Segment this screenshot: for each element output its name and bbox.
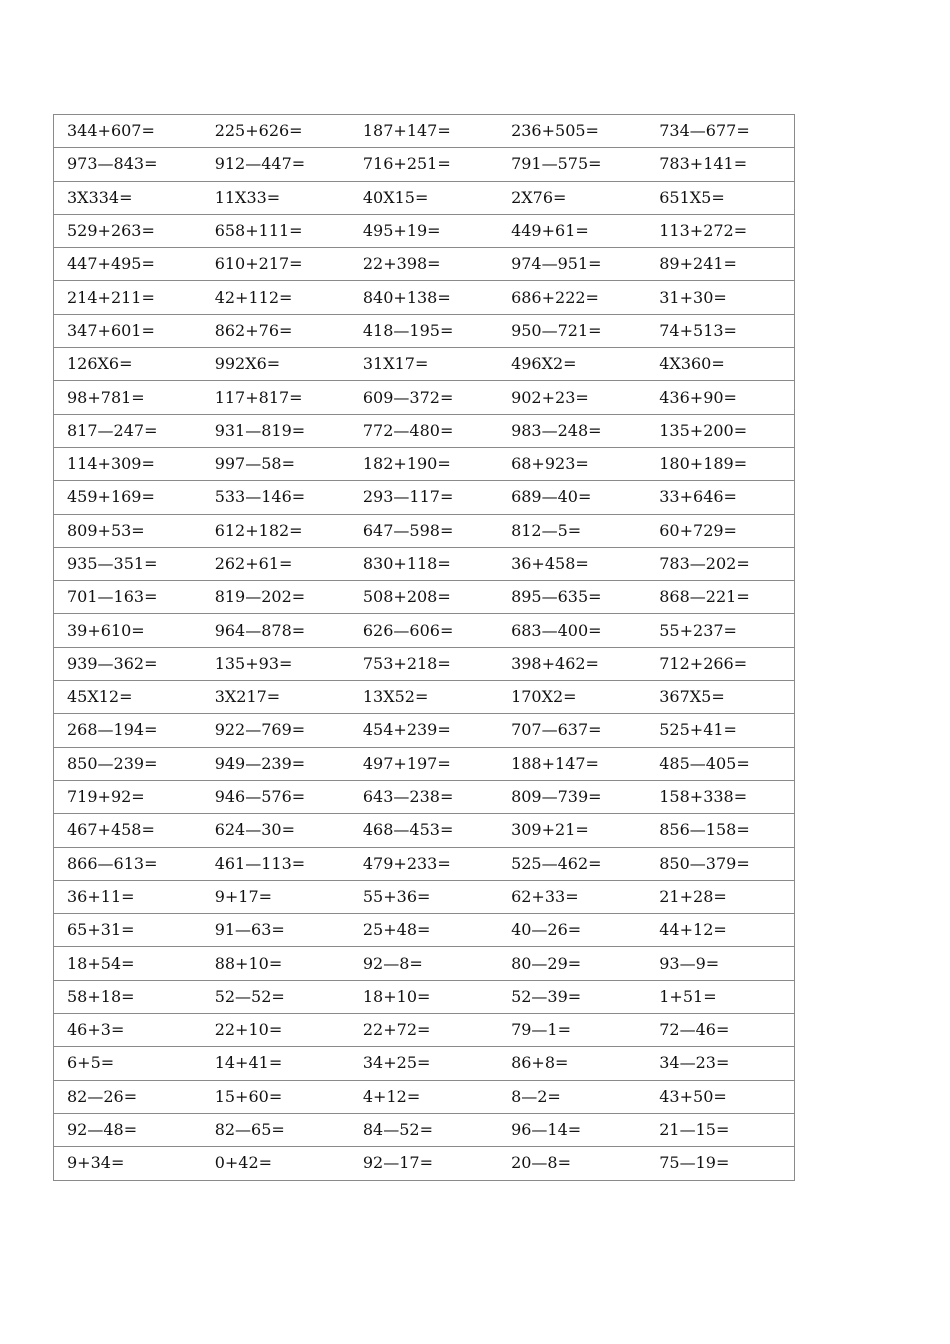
problem-cell: 214+211= <box>54 281 202 314</box>
problem-cell: 783+141= <box>646 148 794 181</box>
problem-cell: 809+53= <box>54 514 202 547</box>
problem-cell: 40—26= <box>498 914 646 947</box>
table-row <box>54 681 795 714</box>
problem-cell: 495+19= <box>350 214 498 247</box>
problem-cell: 4+12= <box>350 1080 498 1113</box>
table-row <box>54 214 795 247</box>
problem-cell: 309+21= <box>498 814 646 847</box>
problem-cell: 647—598= <box>350 514 498 547</box>
problem-cell: 75—19= <box>646 1147 794 1180</box>
problem-cell: 52—52= <box>202 980 350 1013</box>
table-row <box>54 814 795 847</box>
problem-cell: 734—677= <box>646 115 794 148</box>
problem-cell: 753+218= <box>350 647 498 680</box>
problem-cell: 15+60= <box>202 1080 350 1113</box>
problem-cell: 707—637= <box>498 714 646 747</box>
problem-cell: 31X17= <box>350 348 498 381</box>
problem-cell: 716+251= <box>350 148 498 181</box>
problem-cell: 42+112= <box>202 281 350 314</box>
problem-cell: 22+72= <box>350 1014 498 1047</box>
table-row <box>54 914 795 947</box>
problem-cell: 626—606= <box>350 614 498 647</box>
table-row <box>54 947 795 980</box>
problem-cell: 34+25= <box>350 1047 498 1080</box>
problem-cell: 20—8= <box>498 1147 646 1180</box>
problem-cell: 935—351= <box>54 547 202 580</box>
problem-cell: 436+90= <box>646 381 794 414</box>
problem-cell: 92—17= <box>350 1147 498 1180</box>
problem-cell: 862+76= <box>202 314 350 347</box>
problem-cell: 902+23= <box>498 381 646 414</box>
problem-cell: 461—113= <box>202 847 350 880</box>
table-row <box>54 1080 795 1113</box>
problem-cell: 84—52= <box>350 1113 498 1146</box>
problem-cell: 86+8= <box>498 1047 646 1080</box>
problem-cell: 9+17= <box>202 880 350 913</box>
problem-cell: 949—239= <box>202 747 350 780</box>
problem-cell: 651X5= <box>646 181 794 214</box>
problem-cell: 856—158= <box>646 814 794 847</box>
problem-cell: 58+18= <box>54 980 202 1013</box>
problem-cell: 468—453= <box>350 814 498 847</box>
problem-cell: 18+54= <box>54 947 202 980</box>
problem-cell: 65+31= <box>54 914 202 947</box>
problem-cell: 170X2= <box>498 681 646 714</box>
problem-cell: 508+208= <box>350 581 498 614</box>
table-row <box>54 115 795 148</box>
problem-cell: 658+111= <box>202 214 350 247</box>
table-row <box>54 348 795 381</box>
problem-cell: 946—576= <box>202 780 350 813</box>
problem-cell: 182+190= <box>350 447 498 480</box>
table-row <box>54 1147 795 1180</box>
problem-cell: 449+61= <box>498 214 646 247</box>
problem-cell: 609—372= <box>350 381 498 414</box>
table-row <box>54 414 795 447</box>
problem-cell: 997—58= <box>202 447 350 480</box>
problem-cell: 34—23= <box>646 1047 794 1080</box>
arithmetic-worksheet-table <box>53 114 795 1181</box>
problem-cell: 809—739= <box>498 780 646 813</box>
problem-cell: 36+11= <box>54 880 202 913</box>
problem-cell: 612+182= <box>202 514 350 547</box>
problem-cell: 964—878= <box>202 614 350 647</box>
problem-cell: 36+458= <box>498 547 646 580</box>
problem-cell: 55+237= <box>646 614 794 647</box>
problem-cell: 88+10= <box>202 947 350 980</box>
problem-cell: 40X15= <box>350 181 498 214</box>
problem-cell: 21—15= <box>646 1113 794 1146</box>
problem-cell: 719+92= <box>54 780 202 813</box>
problem-cell: 62+33= <box>498 880 646 913</box>
problem-cell: 850—379= <box>646 847 794 880</box>
problem-cell: 293—117= <box>350 481 498 514</box>
problem-cell: 158+338= <box>646 780 794 813</box>
worksheet-body <box>54 115 795 1181</box>
problem-cell: 447+495= <box>54 248 202 281</box>
problem-cell: 92—48= <box>54 1113 202 1146</box>
problem-cell: 850—239= <box>54 747 202 780</box>
problem-cell: 236+505= <box>498 115 646 148</box>
problem-cell: 113+272= <box>646 214 794 247</box>
problem-cell: 180+189= <box>646 447 794 480</box>
problem-cell: 72—46= <box>646 1014 794 1047</box>
problem-cell: 74+513= <box>646 314 794 347</box>
problem-cell: 45X12= <box>54 681 202 714</box>
table-row <box>54 181 795 214</box>
problem-cell: 866—613= <box>54 847 202 880</box>
problem-cell: 830+118= <box>350 547 498 580</box>
problem-cell: 643—238= <box>350 780 498 813</box>
problem-cell: 135+93= <box>202 647 350 680</box>
table-row <box>54 880 795 913</box>
table-row <box>54 248 795 281</box>
table-row <box>54 780 795 813</box>
problem-cell: 701—163= <box>54 581 202 614</box>
table-row <box>54 647 795 680</box>
problem-cell: 117+817= <box>202 381 350 414</box>
problem-cell: 868—221= <box>646 581 794 614</box>
table-row <box>54 148 795 181</box>
problem-cell: 18+10= <box>350 980 498 1013</box>
problem-cell: 479+233= <box>350 847 498 880</box>
table-row <box>54 714 795 747</box>
problem-cell: 1+51= <box>646 980 794 1013</box>
problem-cell: 817—247= <box>54 414 202 447</box>
problem-cell: 712+266= <box>646 647 794 680</box>
problem-cell: 114+309= <box>54 447 202 480</box>
problem-cell: 931—819= <box>202 414 350 447</box>
problem-cell: 624—30= <box>202 814 350 847</box>
problem-cell: 772—480= <box>350 414 498 447</box>
problem-cell: 610+217= <box>202 248 350 281</box>
problem-cell: 950—721= <box>498 314 646 347</box>
problem-cell: 454+239= <box>350 714 498 747</box>
table-row <box>54 381 795 414</box>
problem-cell: 418—195= <box>350 314 498 347</box>
table-row <box>54 481 795 514</box>
problem-cell: 46+3= <box>54 1014 202 1047</box>
problem-cell: 529+263= <box>54 214 202 247</box>
problem-cell: 91—63= <box>202 914 350 947</box>
problem-cell: 683—400= <box>498 614 646 647</box>
problem-cell: 973—843= <box>54 148 202 181</box>
problem-cell: 188+147= <box>498 747 646 780</box>
problem-cell: 467+458= <box>54 814 202 847</box>
problem-cell: 80—29= <box>498 947 646 980</box>
table-row <box>54 614 795 647</box>
problem-cell: 31+30= <box>646 281 794 314</box>
problem-cell: 8—2= <box>498 1080 646 1113</box>
problem-cell: 895—635= <box>498 581 646 614</box>
table-row <box>54 1047 795 1080</box>
problem-cell: 9+34= <box>54 1147 202 1180</box>
problem-cell: 2X76= <box>498 181 646 214</box>
problem-cell: 840+138= <box>350 281 498 314</box>
problem-cell: 974—951= <box>498 248 646 281</box>
problem-cell: 812—5= <box>498 514 646 547</box>
problem-cell: 398+462= <box>498 647 646 680</box>
problem-cell: 525—462= <box>498 847 646 880</box>
problem-cell: 11X33= <box>202 181 350 214</box>
table-row <box>54 547 795 580</box>
problem-cell: 52—39= <box>498 980 646 1013</box>
problem-cell: 922—769= <box>202 714 350 747</box>
problem-cell: 93—9= <box>646 947 794 980</box>
problem-cell: 819—202= <box>202 581 350 614</box>
problem-cell: 983—248= <box>498 414 646 447</box>
problem-cell: 39+610= <box>54 614 202 647</box>
problem-cell: 96—14= <box>498 1113 646 1146</box>
problem-cell: 497+197= <box>350 747 498 780</box>
problem-cell: 3X334= <box>54 181 202 214</box>
problem-cell: 791—575= <box>498 148 646 181</box>
problem-cell: 33+646= <box>646 481 794 514</box>
problem-cell: 686+222= <box>498 281 646 314</box>
problem-cell: 496X2= <box>498 348 646 381</box>
problem-cell: 43+50= <box>646 1080 794 1113</box>
problem-cell: 992X6= <box>202 348 350 381</box>
problem-cell: 89+241= <box>646 248 794 281</box>
problem-cell: 21+28= <box>646 880 794 913</box>
table-row <box>54 847 795 880</box>
problem-cell: 783—202= <box>646 547 794 580</box>
problem-cell: 525+41= <box>646 714 794 747</box>
problem-cell: 689—40= <box>498 481 646 514</box>
table-row <box>54 581 795 614</box>
problem-cell: 485—405= <box>646 747 794 780</box>
table-row <box>54 514 795 547</box>
problem-cell: 225+626= <box>202 115 350 148</box>
problem-cell: 187+147= <box>350 115 498 148</box>
problem-cell: 82—26= <box>54 1080 202 1113</box>
problem-cell: 3X217= <box>202 681 350 714</box>
problem-cell: 939—362= <box>54 647 202 680</box>
problem-cell: 912—447= <box>202 148 350 181</box>
table-row <box>54 747 795 780</box>
problem-cell: 14+41= <box>202 1047 350 1080</box>
problem-cell: 13X52= <box>350 681 498 714</box>
problem-cell: 22+398= <box>350 248 498 281</box>
problem-cell: 459+169= <box>54 481 202 514</box>
problem-cell: 0+42= <box>202 1147 350 1180</box>
problem-cell: 25+48= <box>350 914 498 947</box>
problem-cell: 44+12= <box>646 914 794 947</box>
problem-cell: 92—8= <box>350 947 498 980</box>
problem-cell: 82—65= <box>202 1113 350 1146</box>
problem-cell: 344+607= <box>54 115 202 148</box>
problem-cell: 367X5= <box>646 681 794 714</box>
table-row <box>54 314 795 347</box>
table-row <box>54 1014 795 1047</box>
problem-cell: 79—1= <box>498 1014 646 1047</box>
problem-cell: 135+200= <box>646 414 794 447</box>
problem-cell: 533—146= <box>202 481 350 514</box>
problem-cell: 126X6= <box>54 348 202 381</box>
problem-cell: 347+601= <box>54 314 202 347</box>
problem-cell: 4X360= <box>646 348 794 381</box>
table-row <box>54 1113 795 1146</box>
table-row <box>54 281 795 314</box>
problem-cell: 262+61= <box>202 547 350 580</box>
problem-cell: 6+5= <box>54 1047 202 1080</box>
problem-cell: 55+36= <box>350 880 498 913</box>
problem-cell: 98+781= <box>54 381 202 414</box>
table-row <box>54 980 795 1013</box>
problem-cell: 22+10= <box>202 1014 350 1047</box>
problem-cell: 60+729= <box>646 514 794 547</box>
problem-cell: 268—194= <box>54 714 202 747</box>
table-row <box>54 447 795 480</box>
problem-cell: 68+923= <box>498 447 646 480</box>
